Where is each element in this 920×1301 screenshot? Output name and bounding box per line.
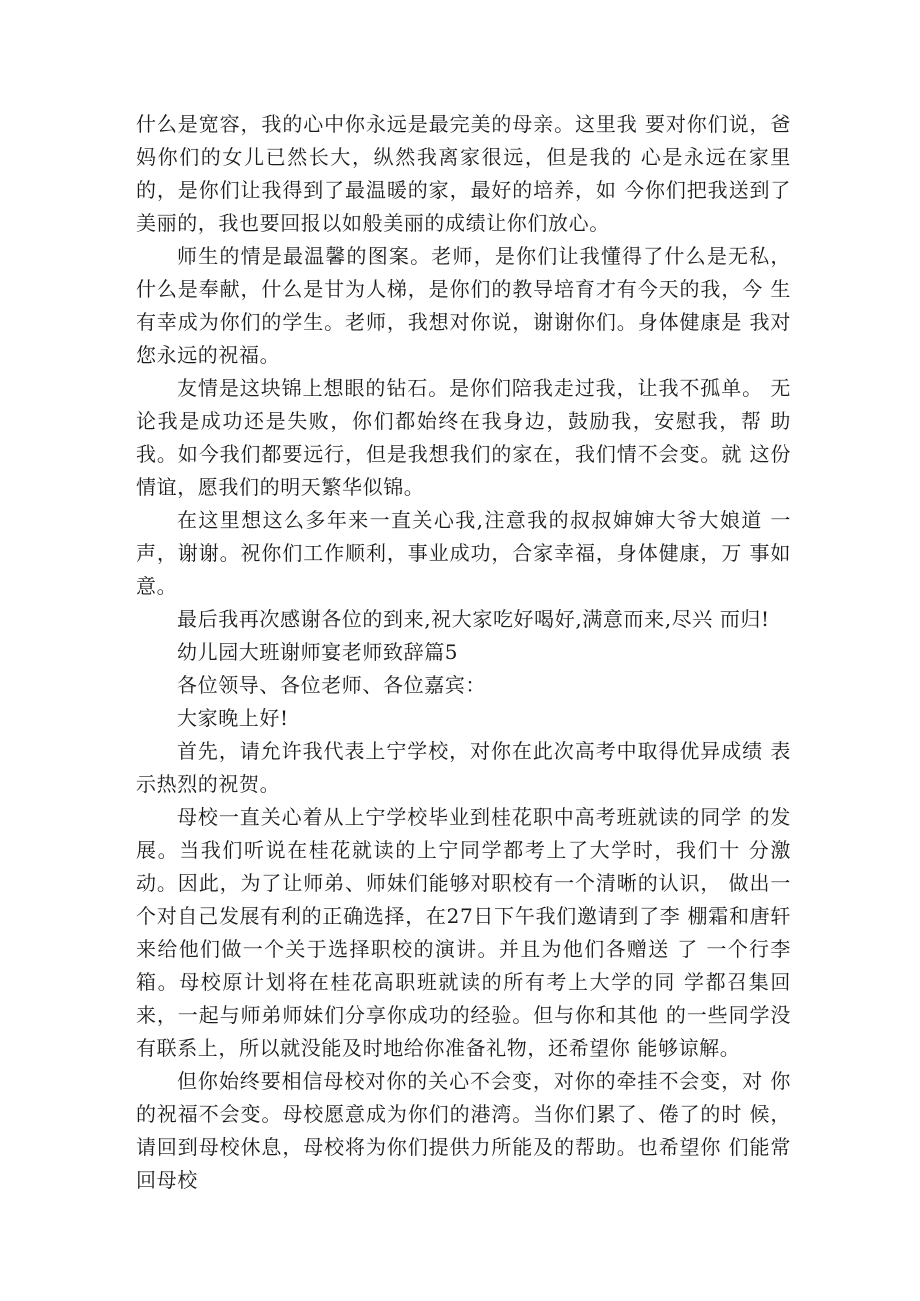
paragraph-closing: 最后我再次感谢各位的到来,祝大家吃好喝好,满意而来,尽兴 而归! (177, 607, 770, 631)
paragraph-harbor: 但你始终要相信母校对你的关心不会变，对你的牵挂不会变，对 你的祝福不会变。母校愿意成为你们的港湾。当你们累了、倦了的时 候，请回到母校休息，母校将为你们提供力所能及的帮助。也希望你 们能常回母校 (136, 1069, 791, 1192)
salutation: 各位领导、各位老师、各位嘉宾： (177, 673, 486, 697)
document-page (136, 108, 791, 1197)
section-heading: 幼儿园大班谢师宴老师致辞篇5 (177, 640, 459, 664)
greeting: 大家晚上好! (177, 706, 289, 730)
paragraph-mother: 什么是宽容，我的心中你永远是最完美的母亲。这里我 要对你们说，爸妈你们的女儿已然长大，纵然我离家很远，但是我的 心是永远在家里的，是你们让我得到了最温暖的家，最好的培养，如 今你们把我送到了美丽的，我也要回报以如般美丽的成绩让你们放心。 (136, 112, 791, 235)
paragraph-relatives: 在这里想这么多年来一直关心我,注意我的叔叔婶婶大爷大娘道 一声，谢谢。祝你们工作顺利，事业成功，合家幸福，身体健康，万 事如意。 (136, 508, 791, 598)
paragraph-school-care: 母校一直关心着从上宁学校毕业到桂花职中高考班就读的同学 的发展。当我们听说在桂花就读的上宁同学都考上了大学时，我们十 分激动。因此，为了让师弟、师妹们能够对职校有一个清晰的认识， 做出一个对自己发展有利的正确选择，在27日下午我们邀请到了李 棚霜和唐轩来给他们做一个关于选择职校的演讲。并且为他们各赠送 了 一个行李箱。母校原计划将在桂花高职班就读的所有考上大学的同 学都召集回来，一起与师弟师妹们分享你成功的经验。但与你和其他 的一些同学没有联系上，所以就没能及时地给你准备礼物，还希望你 能够谅解。 (136, 805, 791, 1060)
paragraph-congratulations: 首先，请允许我代表上宁学校，对你在此次高考中取得优异成绩 表示热烈的祝贺。 (136, 739, 791, 796)
paragraph-friendship: 友情是这块锦上想眼的钻石。是你们陪我走过我，让我不孤单。 无论我是成功还是失败，你们都始终在我身边，鼓励我，安慰我，帮 助我。如今我们都要远行，但是我想我们的家在，我们情不会变。就 这份情谊，愿我们的明天繁华似锦。 (136, 376, 791, 499)
paragraph-teachers: 师生的情是最温馨的图案。老师，是你们让我懂得了什么是无私， 什么是奉献，什么是甘为人梯，是你们的教导培育才有今天的我，今 生有幸成为你们的学生。老师，我想对你说，谢谢你们。身体健康是 我对您永远的祝福。 (136, 244, 791, 367)
